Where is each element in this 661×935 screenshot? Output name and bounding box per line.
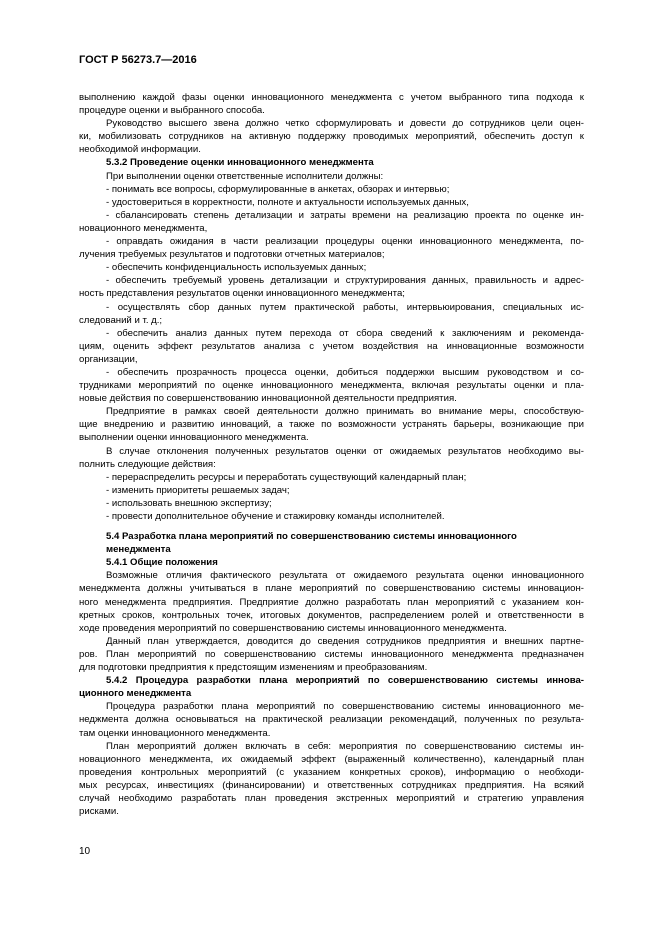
text-line: трудниками мероприятий по оценке инновационного менеджмента, включая результаты оценки и пла- bbox=[79, 380, 584, 392]
section-heading-line: 5.4.1 Общие положения bbox=[106, 557, 218, 569]
section-heading-line: менеджмента bbox=[106, 544, 171, 556]
text-line: - обеспечить анализ данных путем перехода от сбора сведений к заключениям и рекоменда- bbox=[106, 327, 584, 339]
text-line: - осуществлять сбор данных путем практической работы, интервьюирования, специальных ис- bbox=[106, 301, 584, 313]
text-line: ки, мобилизовать сотрудников на активную поддержку проводимых мероприятий, обеспечить доступ к bbox=[79, 131, 584, 143]
text-line: менеджмента должны учитываться в плане мероприятий по совершенствованию системы инновацион- bbox=[79, 583, 584, 595]
text-line: выполнении оценки инновационного менеджмента. bbox=[79, 432, 309, 444]
text-line: - обеспечить прозрачность процесса оценки, добиться поддержки высшим руководством и со- bbox=[106, 366, 584, 378]
text-line: ходе проведения мероприятий по совершенствованию системы инновационного менеджмента. bbox=[79, 622, 507, 634]
section-gap bbox=[79, 523, 584, 530]
text-line: рисками. bbox=[79, 806, 119, 818]
text-line: новые действия по совершенствованию инновационной деятельности предприятия. bbox=[79, 393, 457, 405]
text-line: неджмента должна основываться на практической реализации рекомендаций, полученных по результа- bbox=[79, 714, 584, 726]
text-line: полнить следующие действия: bbox=[79, 458, 216, 470]
text-line: Руководство высшего звена должно четко сформулировать и довести до сотрудников цели оцен- bbox=[106, 118, 584, 130]
text-line: - использовать внешнюю экспертизу; bbox=[106, 497, 272, 509]
page-number: 10 bbox=[79, 846, 91, 857]
text-line: ров. План мероприятий по совершенствованию системы инновационного менеджмента предназначен bbox=[79, 648, 584, 660]
text-line: там оценки инновационного менеджмента. bbox=[79, 727, 271, 739]
text-line: кретных сроков, контрольных точек, итоговых документов, распределением ролей и ответственности в bbox=[79, 609, 584, 621]
text-line: следований и т. д.; bbox=[79, 314, 163, 326]
text-line: новационного менеджмента, их ожидаемый эффект (выраженный количественно), календарный план bbox=[79, 753, 584, 765]
section-heading-line: 5.3.2 Проведение оценки инновационного менеджмента bbox=[106, 157, 374, 169]
section-heading-line: 5.4.2 Процедура разработки плана мероприятий по совершенствованию системы иннова- bbox=[106, 675, 584, 687]
text-line: - обеспечить конфиденциальность используемых данных; bbox=[106, 262, 367, 274]
text-line: - провести дополнительное обучение и стажировку команды исполнителей. bbox=[106, 511, 445, 522]
section-heading-line: ционного менеджмента bbox=[79, 688, 192, 700]
section-heading-line: 5.4 Разработка плана мероприятий по совершенствованию системы инновационного bbox=[106, 531, 517, 543]
text-line: циям, оценить эффект результатов анализа с учетом воздействия на инновационные возможности bbox=[79, 340, 584, 352]
text-line: - обеспечить требуемый уровень детализации и структурирования данных, правильность и адрес- bbox=[106, 275, 584, 287]
text-line: мых ресурсах, инвестициях (финансировании) и ответственных сотрудниках предприятия. На всякий bbox=[79, 779, 584, 791]
text-line: В случае отклонения полученных результатов оценки от ожидаемых результатов необходимо вы- bbox=[106, 445, 584, 457]
document-header: ГОСТ Р 56273.7—2016 bbox=[79, 54, 197, 66]
text-line: - понимать все вопросы, сформулированные в анкетах, обзорах и интервью; bbox=[106, 183, 450, 195]
text-line: - удостовериться в корректности, полноте и актуальности используемых данных, bbox=[106, 196, 469, 208]
text-line: для подготовки предприятия к предстоящим изменениям и преобразованиям. bbox=[79, 662, 428, 674]
text-line: - изменить приоритеты решаемых задач; bbox=[106, 484, 290, 496]
text-line: выполнению каждой фазы оценки инновационного менеджмента с учетом выбранного типа подхода к bbox=[79, 92, 584, 103]
text-line: - перераспределить ресурсы и переработать существующий календарный план; bbox=[106, 471, 467, 483]
text-line: организации, bbox=[79, 353, 138, 365]
text-line: При выполнении оценки ответственные исполнители должны: bbox=[106, 170, 384, 182]
text-line: необходимой информации. bbox=[79, 144, 201, 156]
text-line: случай необходимо разработать план проведения экстренных мероприятий и стратегию управления bbox=[79, 792, 584, 804]
text-line: щие внедрению и развитию инноваций, а также по возможности устранять барьеры, возникающие при bbox=[79, 419, 584, 431]
text-line: ного менеджмента предприятия. Предприятие должно разработать план мероприятий с указанием кон- bbox=[79, 596, 584, 608]
text-line: процедуре оценки и выбранного способа. bbox=[79, 105, 265, 117]
text-line: Возможные отличия фактического результата от ожидаемого результата оценки инновационного bbox=[106, 570, 584, 582]
text-line: Процедура разработки плана мероприятий по совершенствованию системы инновационного ме- bbox=[106, 701, 584, 713]
text-line: - оправдать ожидания в части реализации процедуры оценки инновационного менеджмента, по- bbox=[106, 236, 584, 248]
text-line: Данный план утверждается, доводится до сведения сотрудников предприятия и внешних партне- bbox=[106, 635, 584, 647]
text-line: проведения контрольных мероприятий (с указанием конкретных сроков), информацию о необходи- bbox=[79, 766, 584, 778]
text-line: ность представления результатов оценки инновационного менеджмента; bbox=[79, 288, 405, 300]
text-line: лучения требуемых результатов и подготовки отчетных материалов; bbox=[79, 249, 385, 261]
text-line: - сбалансировать степень детализации и затраты времени на реализацию проекта по оценке ин- bbox=[106, 209, 584, 221]
document-body bbox=[79, 91, 584, 818]
text-line: новационного менеджмента, bbox=[79, 222, 208, 234]
text-line: План мероприятий должен включать в себя: мероприятия по совершенствованию системы ин- bbox=[106, 740, 584, 752]
text-line: Предприятие в рамках своей деятельности должно принимать во внимание меры, способствую- bbox=[106, 406, 584, 418]
